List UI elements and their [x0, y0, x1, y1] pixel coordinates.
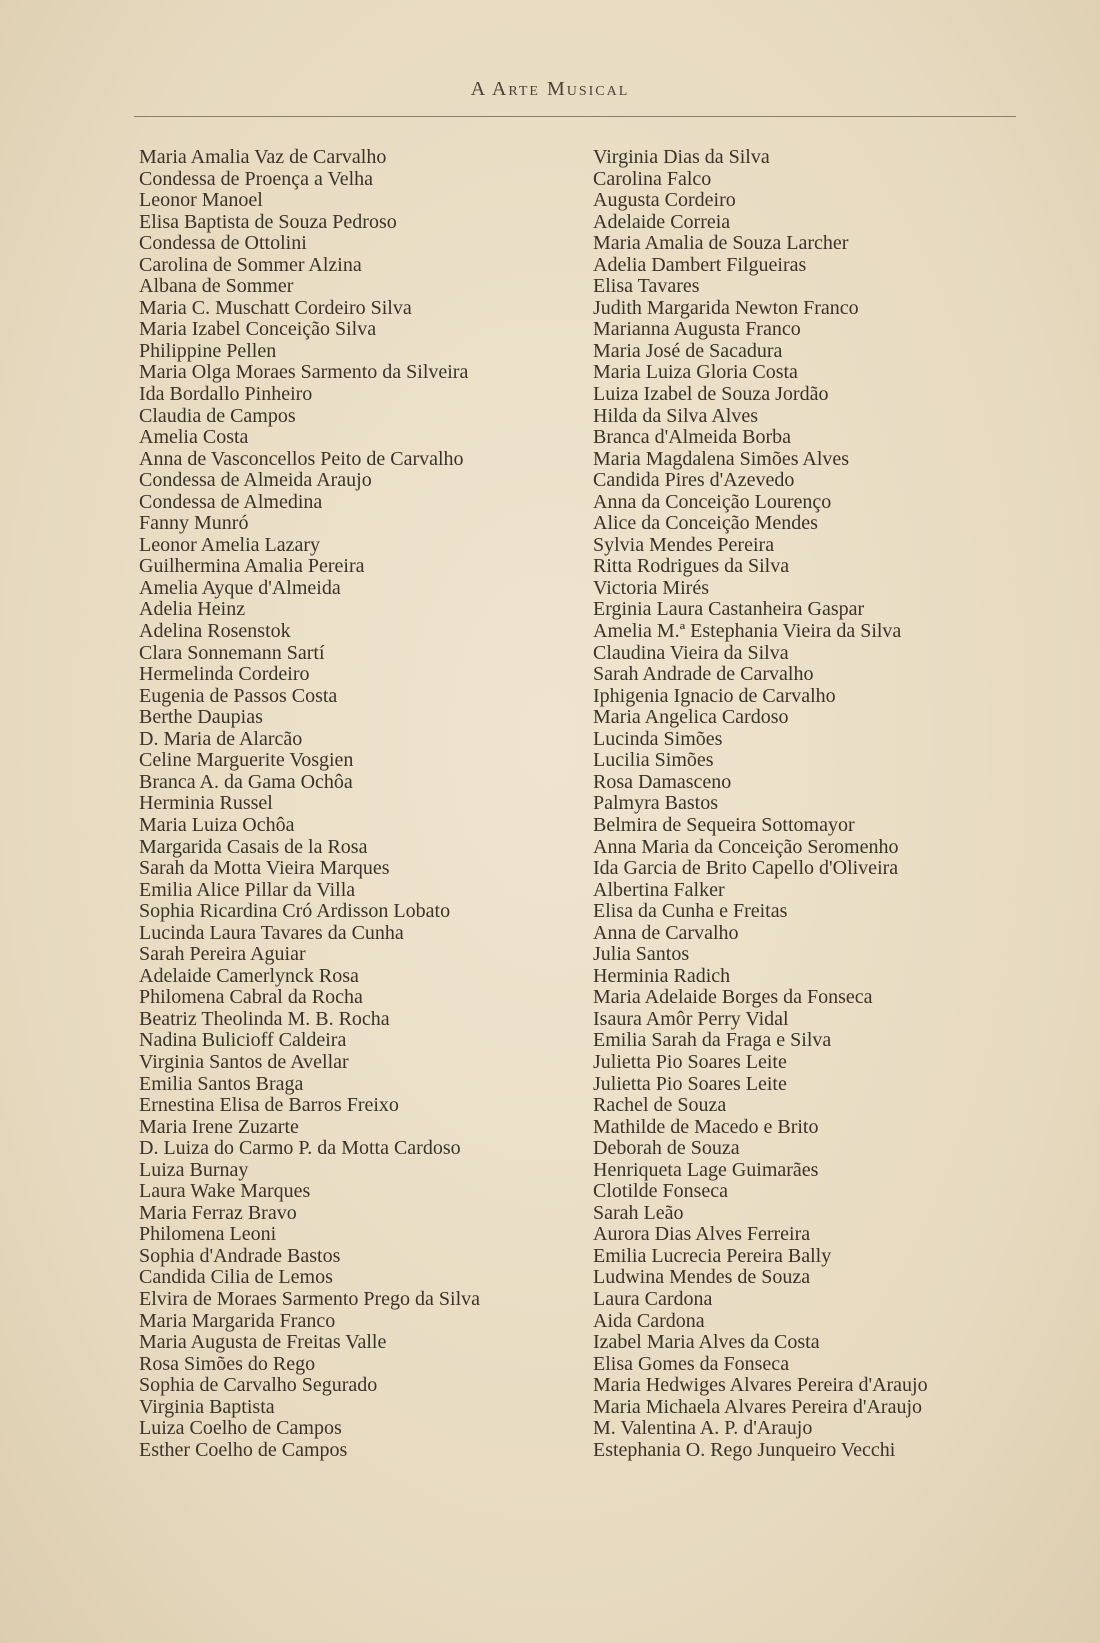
name-entry: Guilhermina Amalia Pereira: [139, 555, 365, 578]
name-entry: D. Luiza do Carmo P. da Motta Cardoso: [139, 1137, 461, 1160]
name-entry: Carolina de Sommer Alzina: [139, 253, 362, 276]
name-entry: Isaura Amôr Perry Vidal: [593, 1007, 789, 1030]
name-entry: Luiza Izabel de Souza Jordão: [593, 383, 829, 406]
name-entry: Estephania O. Rego Junqueiro Vecchi: [593, 1438, 896, 1461]
name-entry: Adelina Rosenstok: [139, 620, 291, 643]
name-entry: Anna da Conceição Lourenço: [593, 490, 832, 513]
name-entry: Hilda da Silva Alves: [593, 404, 758, 427]
name-entry: Hermelinda Cordeiro: [139, 663, 310, 686]
name-entry: Sylvia Mendes Pereira: [593, 533, 775, 556]
name-entry: Anna de Carvalho: [593, 921, 739, 944]
name-entry: Aida Cardona: [593, 1309, 705, 1332]
name-entry: Maria Hedwiges Alvares Pereira d'Araujo: [593, 1374, 928, 1397]
name-entry: Maria Luiza Ochôa: [139, 813, 295, 836]
name-entry: Henriqueta Lage Guimarães: [593, 1158, 819, 1181]
name-entry: Amelia Costa: [139, 426, 249, 449]
name-entry: Marianna Augusta Franco: [593, 318, 801, 341]
name-entry: Laura Cardona: [593, 1287, 713, 1310]
name-entry: Palmyra Bastos: [593, 792, 718, 815]
name-entry: Claudia de Campos: [139, 404, 296, 427]
name-entry: Maria José de Sacadura: [593, 339, 783, 362]
name-entry: Emilia Santos Braga: [139, 1072, 304, 1095]
name-entry: Candida Pires d'Azevedo: [593, 469, 795, 492]
name-entry: Maria Angelica Cardoso: [593, 706, 789, 729]
name-entry: Julietta Pio Soares Leite: [593, 1050, 787, 1073]
name-entry: Philomena Leoni: [139, 1223, 277, 1246]
name-entry: Albertina Falker: [593, 878, 725, 901]
name-entry: Ludwina Mendes de Souza: [593, 1266, 811, 1289]
name-entry: Maria Amalia Vaz de Carvalho: [139, 146, 387, 168]
name-entry: Emilia Lucrecia Pereira Bally: [593, 1244, 832, 1267]
name-entry: Lucinda Simões: [593, 727, 723, 750]
name-entry: Condessa de Almedina: [139, 490, 323, 513]
left-name-column: [139, 147, 480, 1461]
name-entry: Condessa de Ottolini: [139, 232, 307, 255]
name-entry: Adelaide Correia: [593, 210, 731, 233]
name-entry: Laura Wake Marques: [139, 1180, 311, 1203]
name-entry: Ida Bordallo Pinheiro: [139, 383, 313, 406]
name-entry: Julietta Pio Soares Leite: [593, 1072, 787, 1095]
name-entry: Judith Margarida Newton Franco: [593, 296, 859, 319]
right-name-column: [593, 147, 928, 1461]
name-entry: Albana de Sommer: [139, 275, 294, 298]
name-entry: Sarah da Motta Vieira Marques: [139, 857, 390, 880]
name-entry: Virginia Dias da Silva: [593, 146, 770, 168]
name-entry: Carolina Falco: [593, 167, 712, 190]
name-entry: Elvira de Moraes Sarmento Prego da Silva: [139, 1287, 481, 1310]
name-entry: Deborah de Souza: [593, 1137, 740, 1160]
name-entry: Ernestina Elisa de Barros Freixo: [139, 1094, 399, 1117]
name-entry: Eugenia de Passos Costa: [139, 684, 338, 707]
name-entry: Sophia Ricardina Cró Ardisson Lobato: [139, 900, 451, 923]
name-entry: Lucinda Laura Tavares da Cunha: [139, 921, 404, 944]
name-entry: Beatriz Theolinda M. B. Rocha: [139, 1007, 390, 1030]
name-entry: Julia Santos: [593, 943, 690, 966]
name-entry: Celine Marguerite Vosgien: [139, 749, 354, 772]
name-entry: Elisa Baptista de Souza Pedroso: [139, 210, 397, 233]
name-entry: Claudina Vieira da Silva: [593, 641, 789, 664]
name-entry: Ritta Rodrigues da Silva: [593, 555, 790, 578]
name-entry: Maria Ferraz Bravo: [139, 1201, 297, 1224]
name-entry: Luiza Coelho de Campos: [139, 1417, 342, 1440]
name-entry: Iphigenia Ignacio de Carvalho: [593, 684, 836, 707]
name-entry: Maria C. Muschatt Cordeiro Silva: [139, 296, 412, 319]
name-entry: Rosa Simões do Rego: [139, 1352, 316, 1375]
name-entry: Emilia Alice Pillar da Villa: [139, 878, 356, 901]
name-entry: Margarida Casais de la Rosa: [139, 835, 368, 858]
name-entry: Victoria Mirés: [593, 576, 709, 599]
name-entry: Adelaide Camerlynck Rosa: [139, 964, 359, 987]
name-entry: Maria Luiza Gloria Costa: [593, 361, 798, 384]
name-entry: Ida Garcia de Brito Capello d'Oliveira: [593, 857, 899, 880]
page-header: A Arte Musical: [470, 78, 630, 100]
name-entry: Luiza Burnay: [139, 1158, 249, 1181]
name-entry: Maria Magdalena Simões Alves: [593, 447, 850, 470]
name-entry: Condessa de Proença a Velha: [139, 167, 374, 190]
name-entry: Alice da Conceição Mendes: [593, 512, 818, 535]
name-entry: Philomena Cabral da Rocha: [139, 986, 363, 1009]
name-entry: Sarah Andrade de Carvalho: [593, 663, 814, 686]
name-entry: Lucilia Simões: [593, 749, 714, 772]
name-entry: Emilia Sarah da Fraga e Silva: [593, 1029, 832, 1052]
name-entry: Belmira de Sequeira Sottomayor: [593, 813, 855, 836]
name-entry: Herminia Russel: [139, 792, 273, 815]
name-entry: Anna de Vasconcellos Peito de Carvalho: [139, 447, 464, 470]
name-entry: Leonor Amelia Lazary: [139, 533, 321, 556]
name-entry: Rachel de Souza: [593, 1094, 727, 1117]
name-entry: Berthe Daupias: [139, 706, 263, 729]
name-entry: Elisa Gomes da Fonseca: [593, 1352, 790, 1375]
name-entry: Adelia Heinz: [139, 598, 246, 621]
name-entry: Erginia Laura Castanheira Gaspar: [593, 598, 865, 621]
name-entry: Clotilde Fonseca: [593, 1180, 728, 1203]
name-entry: Amelia Ayque d'Almeida: [139, 576, 341, 599]
name-entry: Anna Maria da Conceição Seromenho: [593, 835, 899, 858]
name-entry: Elisa Tavares: [593, 275, 700, 298]
name-entry: Elisa da Cunha e Freitas: [593, 900, 788, 923]
name-entry: Rosa Damasceno: [593, 770, 732, 793]
name-entry: Condessa de Almeida Araujo: [139, 469, 372, 492]
name-entry: Maria Augusta de Freitas Valle: [139, 1331, 387, 1354]
name-entry: Maria Izabel Conceição Silva: [139, 318, 377, 341]
name-entry: Virginia Baptista: [139, 1395, 275, 1418]
name-entry: Virginia Santos de Avellar: [139, 1050, 349, 1073]
name-entry: Nadina Bulicioff Caldeira: [139, 1029, 347, 1052]
name-entry: Sarah Leão: [593, 1201, 684, 1224]
name-entry: Maria Olga Moraes Sarmento da Silveira: [139, 361, 469, 384]
name-entry: Branca A. da Gama Ochôa: [139, 770, 353, 793]
name-entry: Maria Amalia de Souza Larcher: [593, 232, 849, 255]
name-entry: D. Maria de Alarcão: [139, 727, 303, 750]
name-entry: Maria Irene Zuzarte: [139, 1115, 299, 1138]
name-entry: Maria Michaela Alvares Pereira d'Araujo: [593, 1395, 923, 1418]
name-entry: Izabel Maria Alves da Costa: [593, 1331, 820, 1354]
name-entry: Aurora Dias Alves Ferreira: [593, 1223, 811, 1246]
name-entry: Sarah Pereira Aguiar: [139, 943, 306, 966]
name-entry: Amelia M.ª Estephania Vieira da Silva: [593, 620, 902, 643]
name-entry: Maria Margarida Franco: [139, 1309, 336, 1332]
name-entry: Fanny Munró: [139, 512, 249, 535]
name-entry: Sophia de Carvalho Segurado: [139, 1374, 378, 1397]
name-entry: Branca d'Almeida Borba: [593, 426, 791, 449]
name-entry: Clara Sonnemann Sartí: [139, 641, 325, 664]
name-entry: M. Valentina A. P. d'Araujo: [593, 1417, 813, 1440]
name-entry: Leonor Manoel: [139, 189, 263, 212]
name-entry: Esther Coelho de Campos: [139, 1438, 348, 1461]
name-entry: Herminia Radich: [593, 964, 731, 987]
name-entry: Candida Cilia de Lemos: [139, 1266, 333, 1289]
name-entry: Philippine Pellen: [139, 339, 277, 362]
name-entry: Augusta Cordeiro: [593, 189, 736, 212]
name-entry: Mathilde de Macedo e Brito: [593, 1115, 819, 1138]
name-entry: Adelia Dambert Filgueiras: [593, 253, 807, 276]
header-rule: [134, 116, 1016, 117]
name-entry: Maria Adelaide Borges da Fonseca: [593, 986, 873, 1009]
name-entry: Sophia d'Andrade Bastos: [139, 1244, 341, 1267]
